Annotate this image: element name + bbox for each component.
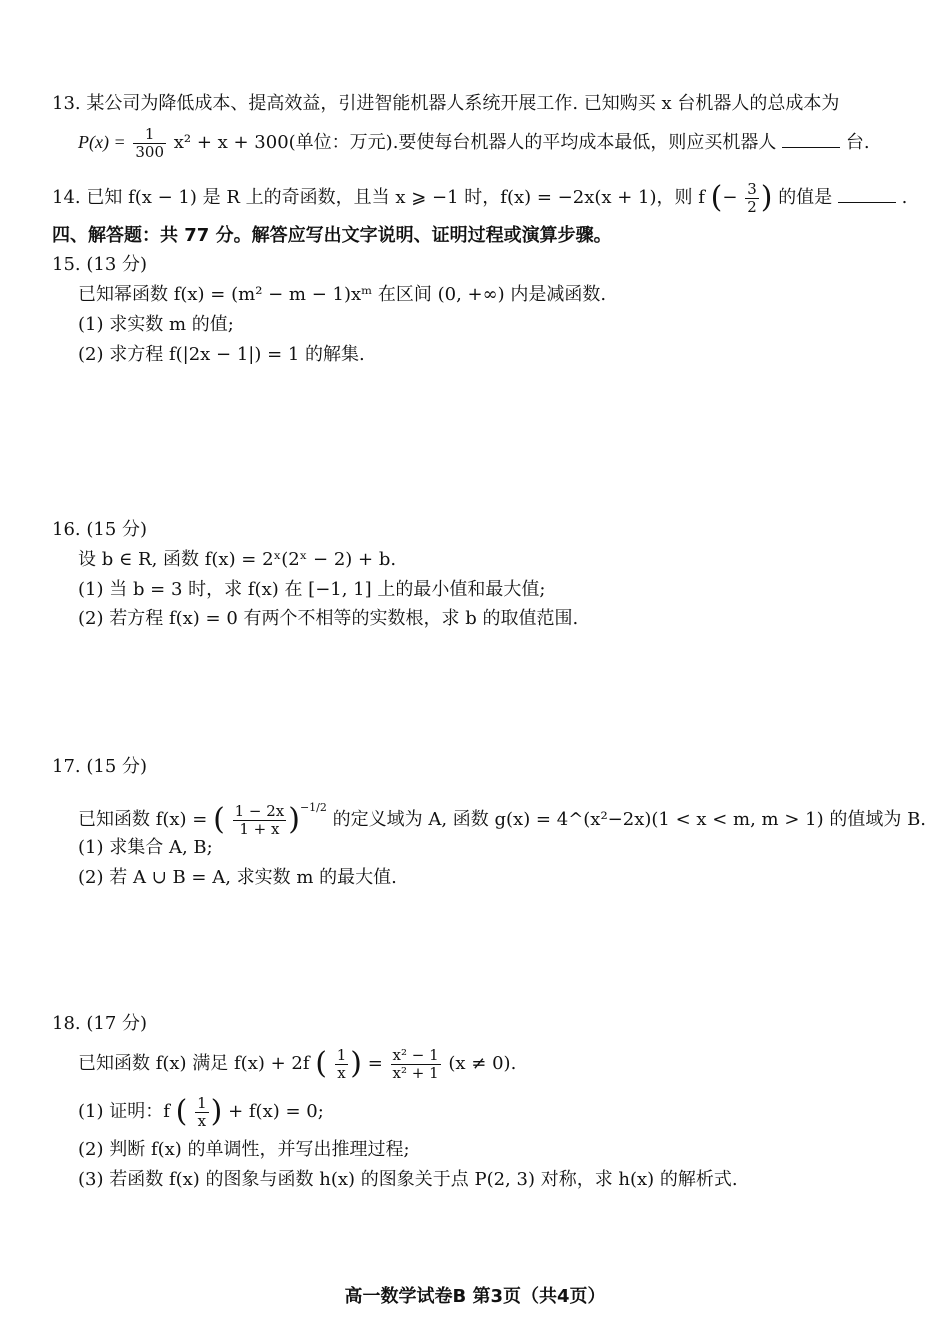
q15-heading: 15. (13 分): [52, 254, 148, 275]
q13-rhs: x² + x + 300(单位：万元).要使每台机器人的平均成本最低，则应买机器人: [173, 132, 777, 153]
q18-p1-frac-num: 1: [197, 1093, 207, 1112]
q17-exponent: −1/2: [299, 801, 327, 814]
q16-part2: (2) 若方程 f(x) = 0 有两个不相等的实数根，求 b 的取值范围.: [78, 608, 579, 629]
q14-open-paren: (: [710, 180, 723, 215]
q17-close-paren: ): [288, 802, 300, 837]
q17-stem: [78, 786, 927, 838]
q14-tail: .: [901, 187, 908, 208]
q18-frac2-num: x² − 1: [392, 1045, 439, 1064]
q16-heading: 16. (15 分): [52, 519, 148, 540]
q14-line: [52, 178, 907, 218]
q18-p1-open-paren: (: [175, 1094, 188, 1129]
q13-lhs: P(x) =: [78, 132, 126, 152]
q18-p1-close-paren: ): [210, 1094, 223, 1129]
q18-part1-a: (1) 证明：f: [78, 1101, 170, 1122]
q18-heading: 18. (17 分): [52, 1013, 148, 1034]
page-footer: 高一数学试卷B 第3页（共4页）: [344, 1286, 606, 1307]
q18-fraction-2: [391, 1047, 441, 1082]
q18-close-paren: ): [350, 1046, 362, 1081]
q15-part1: (1) 求实数 m 的值;: [78, 314, 234, 335]
q18-fraction-1: [335, 1047, 349, 1082]
section-heading: 四、解答题：共 77 分。解答应写出文字说明、证明过程或演算步骤。: [52, 225, 612, 246]
q17-stem-a: 已知函数 f(x) =: [78, 809, 208, 830]
q13-frac-num: 1: [133, 126, 166, 144]
q13-line2: [78, 120, 870, 164]
q17-frac-den: 1 + x: [239, 819, 280, 838]
q14-frac-num: 3: [747, 179, 757, 198]
q18-part1: [78, 1092, 324, 1132]
q18-p1-frac-den: x: [197, 1111, 207, 1130]
q14-text-b: 的值是: [778, 187, 833, 208]
q18-part1-b: + f(x) = 0;: [228, 1101, 324, 1122]
q14-close-paren: ): [760, 180, 773, 215]
q13-fraction: [133, 126, 166, 161]
q15-part2: (2) 求方程 f(|2x − 1|) = 1 的解集.: [78, 344, 365, 365]
q17-frac-num: 1 − 2x: [234, 801, 285, 820]
q16-stem: 设 b ∈ R, 函数 f(x) = 2ˣ(2ˣ − 2) + b.: [78, 549, 397, 570]
q14-answer-blank: [838, 186, 896, 203]
q18-frac1-num: 1: [336, 1045, 347, 1064]
q18-stem: [78, 1042, 516, 1086]
q18-stem-a: 已知函数 f(x) 满足 f(x) + 2f: [78, 1053, 310, 1074]
q15-stem: 已知幂函数 f(x) = (m² − m − 1)xᵐ 在区间 (0, +∞) 内是减函数.: [78, 284, 607, 305]
q13-line1: 13. 某公司为降低成本、提高效益，引进智能机器人系统开展工作. 已知购买 x 台机器人的总成本为: [52, 93, 840, 114]
q18-part2: (2) 判断 f(x) 的单调性，并写出推理过程;: [78, 1139, 410, 1160]
q18-frac2-den: x² + 1: [392, 1063, 439, 1082]
q17-stem-b: 的定义域为 A, 函数 g(x) = 4^(x²−2x)(1 < x < m, m > 1) 的值域为 B.: [332, 809, 927, 830]
q18-stem-b: (x ≠ 0).: [448, 1053, 517, 1074]
q18-frac1-den: x: [337, 1063, 346, 1082]
q14-frac-den: 2: [747, 197, 757, 216]
q17-fraction: [233, 803, 287, 838]
q13-tail: 台.: [845, 132, 870, 153]
q18-equals: =: [367, 1053, 383, 1074]
q18-part1-fraction: [195, 1095, 209, 1130]
q17-part2: (2) 若 A ∪ B = A, 求实数 m 的最大值.: [78, 867, 397, 888]
q14-fraction: [745, 181, 759, 216]
q14-minus: −: [722, 187, 738, 208]
q17-part1: (1) 求集合 A, B;: [78, 837, 213, 858]
q18-part3: (3) 若函数 f(x) 的图象与函数 h(x) 的图象关于点 P(2, 3) 对称，求 h(x) 的解析式.: [78, 1169, 738, 1190]
q14-text-a: 14. 已知 f(x − 1) 是 R 上的奇函数，且当 x ⩾ −1 时，f(x) = −2x(x + 1)，则 f: [52, 187, 705, 208]
q13-frac-den: 300: [135, 142, 164, 161]
q16-part1: (1) 当 b = 3 时，求 f(x) 在 [−1, 1] 上的最小值和最大值;: [78, 579, 546, 600]
q18-open-paren: (: [315, 1046, 327, 1081]
q13-answer-blank: [782, 131, 840, 148]
q17-open-paren: (: [213, 802, 225, 837]
q17-heading: 17. (15 分): [52, 756, 148, 777]
